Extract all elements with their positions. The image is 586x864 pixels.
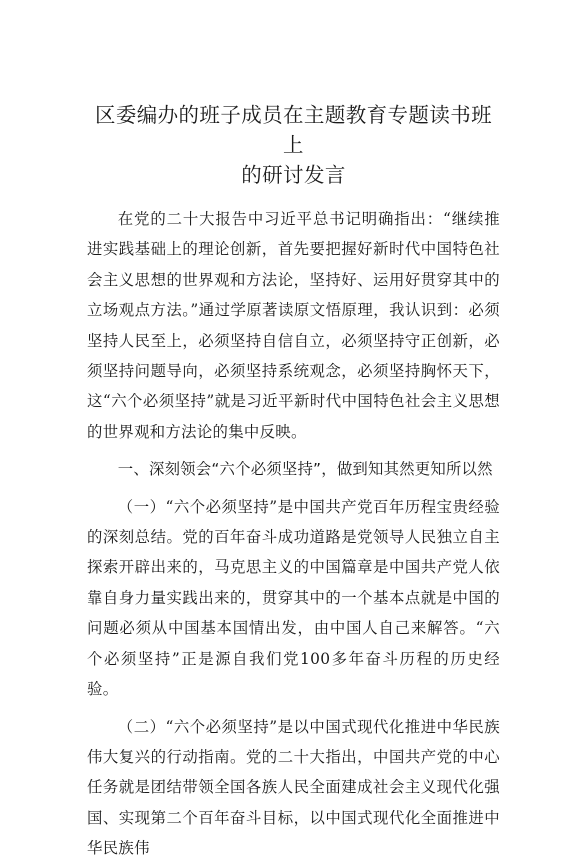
document-title (87, 100, 500, 190)
body-paragraph-2: （二）“六个必须坚持”是以中国式现代化推进中华民族伟大复兴的行动指南。党的二十大指出，中国共产党的中心任务就是团结带领全国各族人民全面建成社会主义现代化强国、实现第二个百年奋斗目标，以中国式现代化全面推进中华民族伟 (87, 717, 500, 858)
title-line-2: 的研讨发言 (241, 163, 346, 187)
body-paragraph-1: （一）“六个必须坚持”是中国共产党百年历程宝贵经验的深刻总结。党的百年奋斗成功道路是党领导人民独立自主探索开辟出来的，马克思主义的中国篇章是中国共产党人依靠自身力量实践出来的，贯穿其中的一个基本点就是中国的问题必须从中国基本国情出发，由中国人自己来解答。“六个必须坚持”正是源自我们党100多年奋斗历程的历史经验。 (87, 497, 500, 699)
section-heading-1: 一、深刻领会“六个必须坚持”，做到知其然更知所以然 (117, 460, 493, 479)
intro-paragraph: 在党的二十大报告中习近平总书记明确指出：“继续推进实践基础上的理论创新，首先要把握好新时代中国特色社会主义思想的世界观和方法论，坚持好、运用好贯穿其中的立场观点方法。”通过学原著读原文悟原理，我认识到：必须坚持人民至上，必须坚持自信自立，必须坚持守正创新，必须坚持问题导向，必须坚持系统观念，必须坚持胸怀天下，这“六个必须坚持”就是习近平新时代中国特色社会主义思想的世界观和方法论的集中反映。 (87, 210, 500, 441)
title-line-1: 区委编办的班子成员在主题教育专题读书班上 (94, 103, 493, 157)
